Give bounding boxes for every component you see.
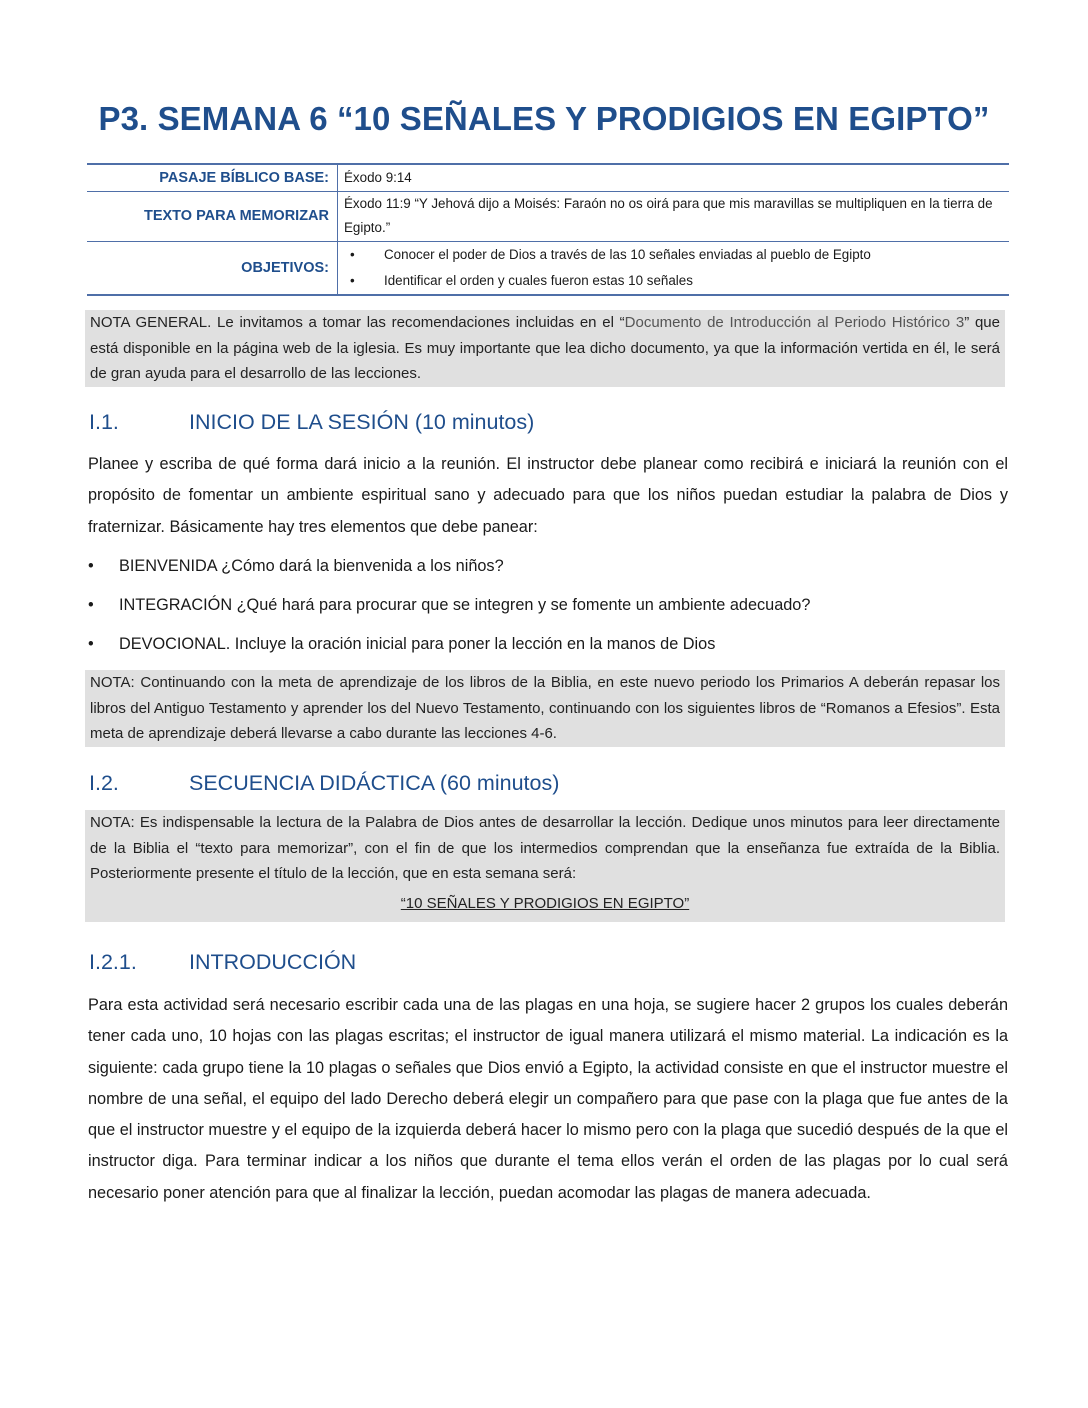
objetivos-list: [344, 242, 1003, 294]
section-heading-introduccion: [89, 950, 356, 975]
nota-lectura-text: NOTA: Es indispensable la lectura de la Palabra de Dios antes de desarrollar la lección. Dedique unos minutos para leer directamente de la Biblia el “texto para memorizar”, con el fin de que los intermedios comprendan que la enseñanza fue extraída de la Biblia. Posteriormente presente el título de la lección, que en esta semana será:: [90, 814, 1000, 882]
section-heading-secuencia: [89, 771, 559, 796]
list-item: • DEVOCIONAL. Incluye la oración inicial para poner la lección en la manos de Dios: [88, 635, 716, 653]
section-heading-inicio: [89, 410, 534, 435]
section-title: INTRODUCCIÓN: [189, 950, 357, 974]
bullet-icon: •: [88, 557, 94, 575]
objetivo-item: • Conocer el poder de Dios a través de las 10 señales enviadas al pueblo de Egipto: [374, 242, 1003, 268]
objetivo-item: • Identificar el orden y cuales fueron estas 10 señales: [374, 268, 1003, 294]
texto-label: TEXTO PARA MEMORIZAR: [87, 191, 338, 241]
section-number: I.2.1.: [89, 950, 137, 974]
nota-general: [85, 310, 1005, 387]
introduccion-paragraph: Para esta actividad será necesario escribir cada una de las plagas en una hoja, se sugiere hacer 2 grupos los cuales deberán tener cada uno, 10 hojas con las plagas escritas; el instructor de igual manera utilizará el mismo material. La indicación es la siguiente: cada grupo tiene la 10 plagas o señales que Dios envió a Egipto, la actividad consiste en que el instructor muestre el nombre de una señal, el equipo del lado Derecho deberá elegir un compañero para que pase con la plaga que fue antes de la que el instructor muestre y el equipo de la izquierda deberá hacer lo mismo pero con la plaga que sucedió después de la que el instructor diga. Para terminar indicar a los niños que durante el tema ellos verán el orden de las plagas por lo cual será necesario poner atención para que al finalizar la lección, puedan acomodar las plagas de manera adecuada.: [88, 996, 1008, 1202]
list-item: • BIENVENIDA ¿Cómo dará la bienvenida a los niños?: [88, 557, 504, 575]
nota-general-text-end: ” que está disponible en la página web de la iglesia. Es muy importante que lea dicho documento, ya que la información vertida en él, le será de gran ayuda para el desarrollo de las lecciones.: [90, 314, 1000, 382]
info-row-objetivos: [87, 241, 1009, 295]
section-title: INICIO DE LA SESIÓN (10 minutos): [189, 410, 535, 434]
nota-general-text: NOTA GENERAL. Le invitamos a tomar las recomendaciones incluidas en el “: [90, 314, 625, 331]
section-number: I.2.: [89, 771, 119, 795]
texto-value: Éxodo 11:9 “Y Jehová dijo a Moisés: Faraón no os oirá para que mis maravillas se multipliquen en la tierra de Egipto.”: [344, 196, 993, 235]
pasaje-value: Éxodo 9:14: [344, 169, 412, 185]
bullet-icon: •: [88, 596, 94, 614]
section-number: I.1.: [89, 410, 119, 434]
info-row-texto: [87, 191, 1009, 241]
nota-lectura: [85, 810, 1005, 922]
lesson-title: “10 SEÑALES Y PRODIGIOS EN EGIPTO”: [400, 894, 690, 912]
section-title: SECUENCIA DIDÁCTICA (60 minutos): [189, 771, 560, 795]
list-item: • INTEGRACIÓN ¿Qué hará para procurar que se integren y se fomente un ambiente adecuado?: [88, 596, 811, 614]
inicio-paragraph: Planee y escriba de qué forma dará inicio a la reunión. El instructor debe planear como recibirá e iniciará la reunión con el propósito de fomentar un ambiente espiritual sano y adecuado para que los niños puedan estudiar la palabra de Dios y fraternizar. Básicamente hay tres elementos que debe panear:: [88, 455, 1008, 536]
objetivos-label: OBJETIVOS:: [87, 241, 338, 295]
pasaje-label: PASAJE BÍBLICO BASE:: [87, 164, 338, 191]
lesson-info-table: [87, 163, 1009, 296]
info-row-pasaje: [87, 164, 1009, 191]
nota-libros: NOTA: Continuando con la meta de aprendizaje de los libros de la Biblia, en este nuevo periodo los Primarios A deberán repasar los libros del Antiguo Testamento y aprender los del Nuevo Testamento, continuando con los siguientes libros de “Romanos a Efesios”. Esta meta de aprendizaje deberá llevarse a cabo durante las lecciones 4-6.: [85, 670, 1005, 747]
bullet-icon: •: [88, 635, 94, 653]
page-title: P3. SEMANA 6 “10 SEÑALES Y PRODIGIOS EN EGIPTO”: [98, 100, 990, 137]
intro-document-link[interactable]: Documento de Introducción al Periodo Histórico 3: [624, 314, 965, 331]
